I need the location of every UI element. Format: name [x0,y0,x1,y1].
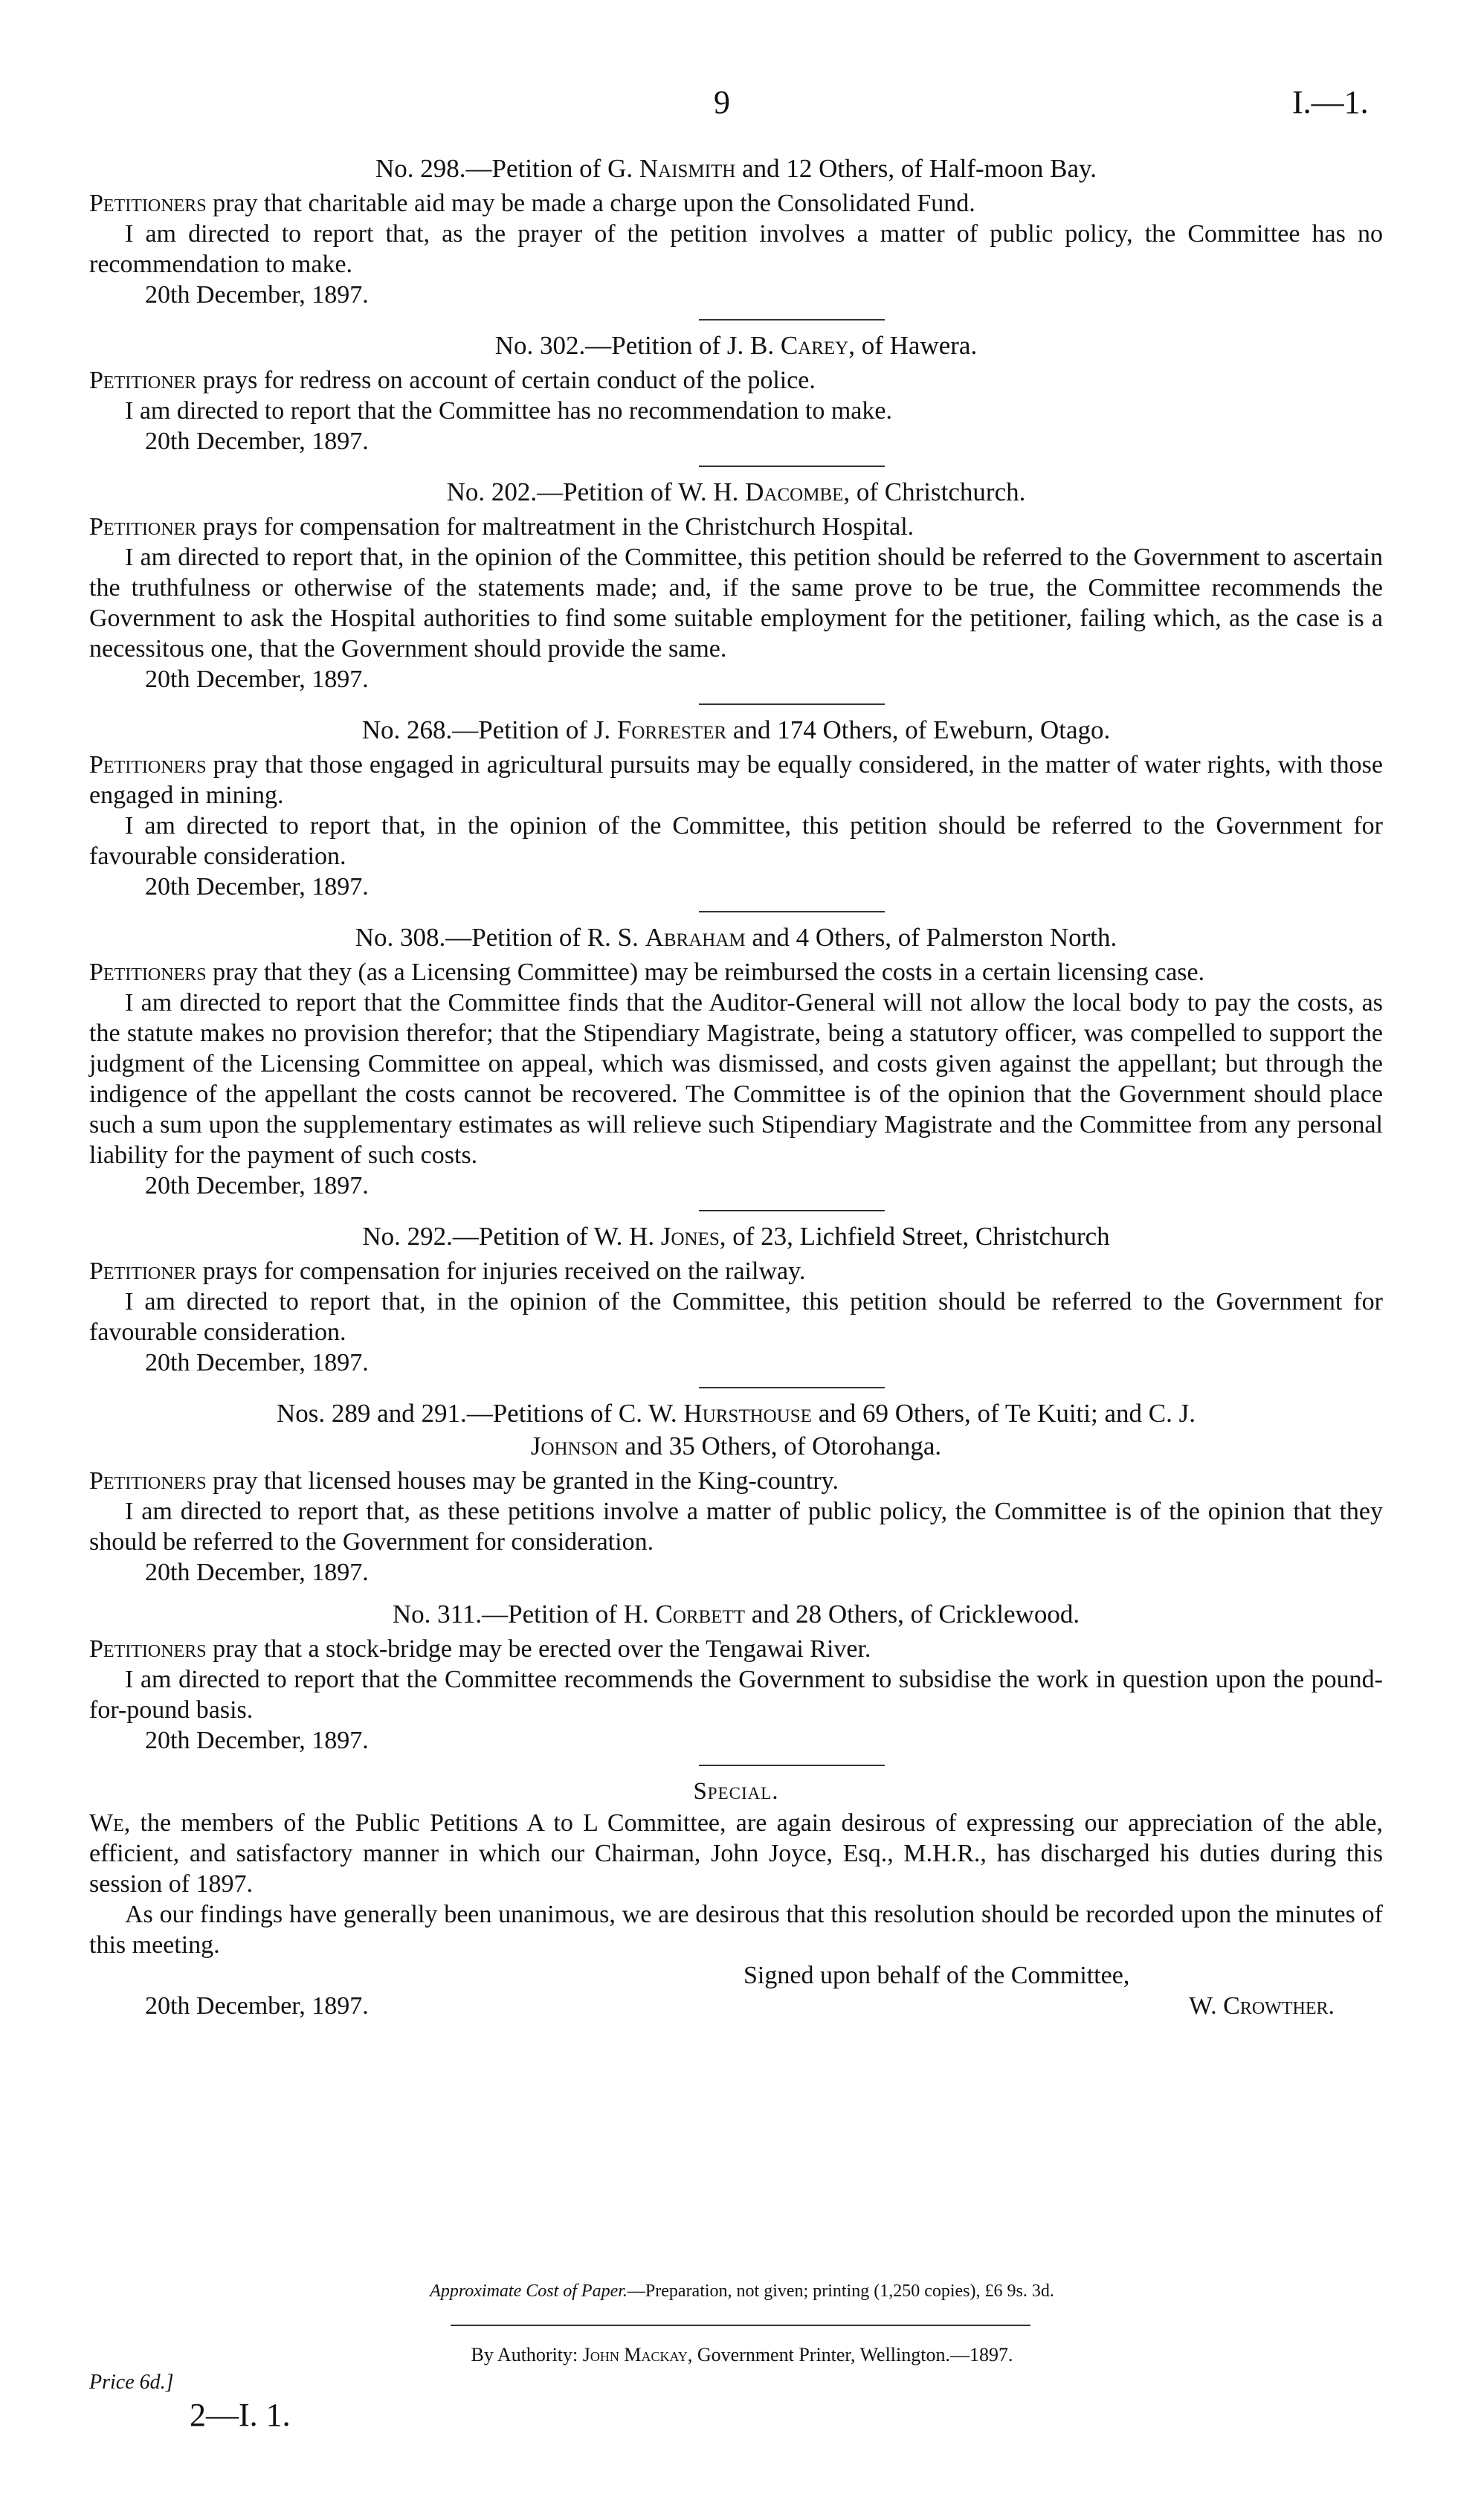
petition-report: I am directed to report that, as these petitions involve a matter of public policy, the Committee is of the opinion that they should be referred to the Government for consideration. [89,1498,1383,1556]
petition-prayer: Petitioners pray that a stock-bridge may be erected over the Tengawai River. [89,1635,871,1663]
petition-prayer: Petitioners pray that those engaged in agricultural pursuits may be equally considered, in the matter of water rights, with those engaged in mining. [89,751,1383,809]
petition-date: 20th December, 1897. [145,1349,369,1376]
petition-title: No. 202.—Petition of W. H. Dacombe, of Christchurch. [446,477,1026,506]
petitions-content [89,152,1383,2021]
petition-308 [89,921,1383,1211]
footer-divider [451,2325,1030,2326]
petition-title: No. 311.—Petition of H. Corbett and 28 Others, of Cricklewood. [392,1600,1080,1629]
section-divider [699,703,885,705]
petition-report: I am directed to report that, in the opinion of the Committee, this petition should be referred to the Government for favourable consideration. [89,1288,1383,1346]
petition-date: 20th December, 1897. [145,1559,369,1586]
signature-row [89,1991,1383,2021]
petition-prayer: Petitioner prays for compensation for maltreatment in the Christchurch Hospital. [89,513,914,541]
petition-prayer: Petitioners pray that charitable aid may be made a charge upon the Consolidated Fund. [89,190,975,217]
petition-date: 20th December, 1897. [145,873,369,901]
section-divider [699,1210,885,1211]
petition-title: No. 308.—Petition of R. S. Abraham and 4 Others, of Palmerston North. [355,923,1117,952]
petition-report: I am directed to report that the Committee has no recommendation to make. [125,397,892,425]
price: Price 6d.] [89,2371,174,2394]
petition-289-291 [89,1397,1383,1598]
petition-title: Nos. 289 and 291.—Petitions of C. W. Hursthouse and 69 Others, of Te Kuiti; and C. J. Johnson and 35 Others, of Otorohanga. [277,1399,1196,1460]
section-divider [699,466,885,467]
petition-date: 20th December, 1897. [145,1727,369,1754]
section-divider [699,1387,885,1388]
special-date: 20th December, 1897. [145,1992,369,2020]
section-divider [699,319,885,321]
petition-292 [89,1220,1383,1388]
special-resolution [89,1775,1383,2021]
special-heading: Special. [693,1778,779,1805]
petition-title: No. 298.—Petition of G. Naismith and 12 Others, of Half-moon Bay. [375,154,1097,183]
sheet-signature: 2—I. 1. [190,2397,291,2433]
petition-report: I am directed to report that the Committee finds that the Auditor-General will not allow the local body to pay the costs, as the statute makes no provision therefor; that the Stipendiary Magistrate, being a statutory officer, was compelled to support the judgment of the Licensing Committee on appeal, which was dismissed, and costs given against the appellant; but through the indigence of the appellant the costs cannot be recovered. The Committee is of the opinion that the Government should place such a sum upon the supplementary estimates as will relieve such Stipendiary Magistrate and the Committee from any personal liability for the payment of such costs. [89,989,1383,1169]
petition-298 [89,152,1383,321]
petition-date: 20th December, 1897. [145,281,369,309]
special-paragraph-2: As our findings have generally been unanimous, we are desirous that this resolution should be recorded upon the minutes of this meeting. [89,1901,1383,1959]
petition-311 [89,1598,1383,1766]
signatory: W. Crowther. [1189,1992,1335,2020]
petition-report: I am directed to report that, in the opinion of the Committee, this petition should be referred to the Government to ascertain the truthfulness or otherwise of the statements made; and, if the same prove to be true, the Committee recommends the Government to ask the Hospital authorities to find some suitable employment for the petitioner, failing which, as the case is a necessitous one, that the Government should provide the same. [89,544,1383,663]
petition-title: No. 268.—Petition of J. Forrester and 174 Others, of Eweburn, Otago. [361,715,1111,744]
cost-of-paper: Approximate Cost of Paper.—Preparation, not given; printing (1,250 copies), £6 9s. 3d. [430,2281,1054,2301]
printer-authority: By Authority: John Mackay, Government Printer, Wellington.—1897. [471,2344,1013,2366]
section-divider [699,1765,885,1766]
petition-prayer: Petitioner prays for compensation for injuries received on the railway. [89,1257,806,1285]
petition-date: 20th December, 1897. [145,666,369,693]
petition-302 [89,329,1383,467]
section-divider [699,911,885,912]
petition-title: No. 302.—Petition of J. B. Carey, of Hawera. [494,331,978,360]
petition-prayer: Petitioner prays for redress on account of certain conduct of the police. [89,367,816,394]
petition-prayer: Petitioners pray that they (as a Licensing Committee) may be reimbursed the costs in a certain licensing case. [89,959,1205,986]
petition-report: I am directed to report that, in the opinion of the Committee, this petition should be referred to the Government for favourable consideration. [89,812,1383,870]
petition-268 [89,714,1383,912]
petition-date: 20th December, 1897. [145,428,369,455]
petition-report: I am directed to report that, as the prayer of the petition involves a matter of public policy, the Committee has no recommendation to make. [89,220,1383,278]
petition-202 [89,476,1383,705]
special-paragraph-1: We, the members of the Public Petitions A to L Committee, are again desirous of expressing our appreciation of the able, efficient, and satisfactory manner in which our Chairman, John Joyce, Esq., M.H.R., has discharged his duties during this session of 1897. [89,1809,1383,1898]
document-reference: I.—1. [1292,84,1369,120]
signed-line: Signed upon behalf of the Committee, [743,1962,1130,1989]
petition-date: 20th December, 1897. [145,1172,369,1199]
page-header [0,83,1484,128]
petition-title: No. 292.—Petition of W. H. Jones, of 23, Lichfield Street, Christchurch [362,1222,1110,1251]
petition-report: I am directed to report that the Committee recommends the Government to subsidise the work in question upon the pound-for-pound basis. [89,1666,1383,1724]
petition-prayer: Petitioners pray that licensed houses may be granted in the King-country. [89,1467,839,1495]
page-number: 9 [714,84,730,120]
